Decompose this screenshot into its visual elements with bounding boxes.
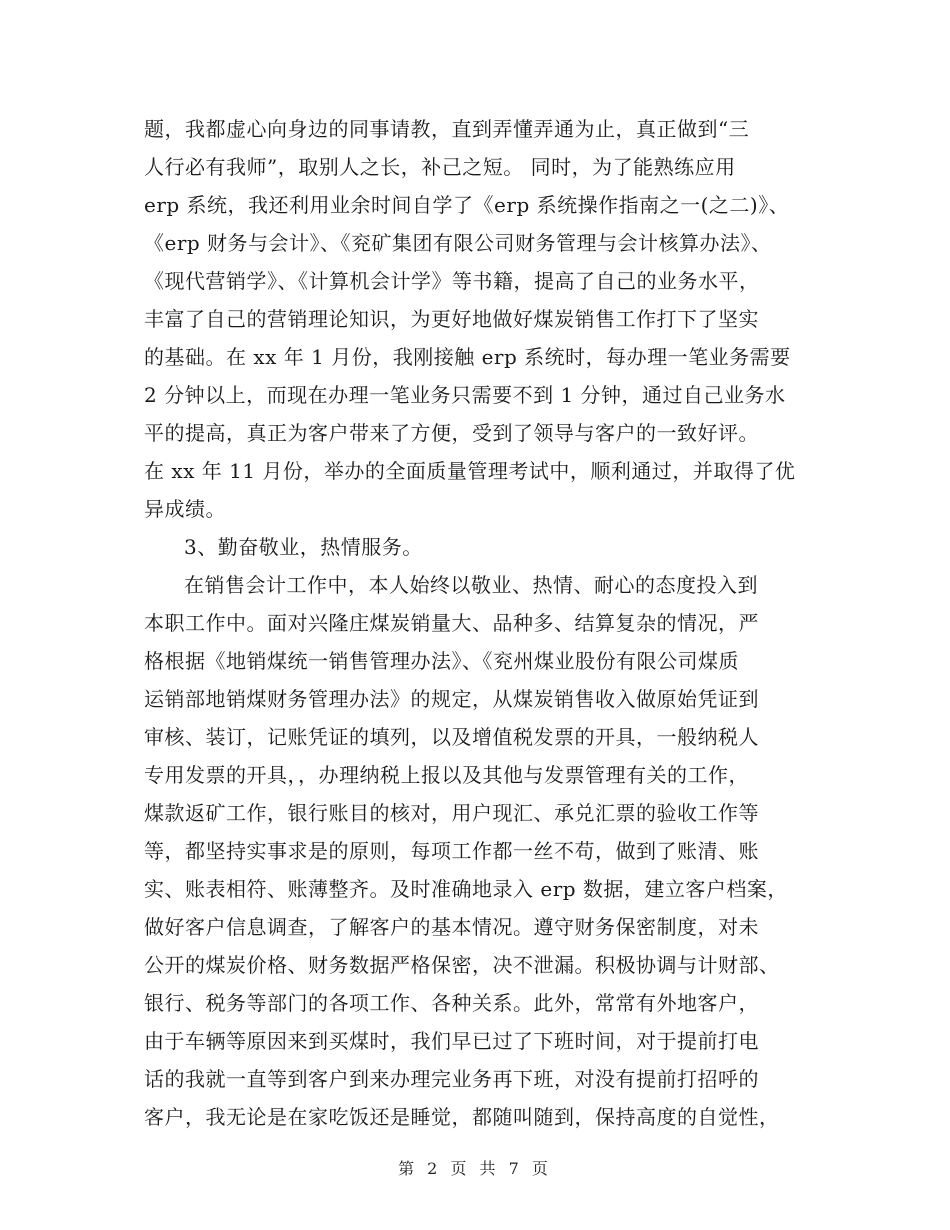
page-footer — [0, 1156, 950, 1179]
document-body — [144, 110, 824, 1136]
text-line: 题，我都虚心向身边的同事请教，直到弄懂弄通为止，真正做到“三 — [144, 117, 750, 141]
text-line: 《erp 财务与会计》、《兖矿集团有限公司财务管理与会计核算办法》、 — [144, 231, 772, 255]
text-line: 的基础。在 xx 年 1 月份，我刚接触 erp 系统时，每办理一笔业务需要 — [144, 345, 791, 369]
text-line: 平的提高，真正为客户带来了方便，受到了领导与客户的一致好评。 — [144, 421, 759, 445]
text-line: 本职工作中。面对兴隆庄煤炭销量大、品种多、结算复杂的情况，严 — [144, 611, 759, 635]
text-line: 审核、装订，记账凭证的填列，以及增值税发票的开具，一般纳税人 — [144, 725, 759, 749]
text-line: 煤款返矿工作，银行账目的核对，用户现汇、承兑汇票的验收工作等 — [144, 801, 759, 825]
text-line: 格根据《地销煤统一销售管理办法》、《兖州煤业股份有限公司煤质 — [144, 649, 739, 673]
text-line: erp 系统，我还利用业余时间自学了《erp 系统操作指南之一(之二)》、 — [144, 193, 790, 217]
section-heading — [144, 528, 824, 566]
text-line: 做好客户信息调查，了解客户的基本情况。遵守财务保密制度，对未 — [144, 915, 759, 939]
text-line: 实、账表相符、账薄整齐。及时准确地录入 erp 数据，建立客户档案， — [144, 877, 788, 901]
paragraph-study — [144, 110, 824, 528]
text-line: 在 xx 年 11 月份，举办的全面质量管理考试中，顺利通过，并取得了优 — [144, 459, 796, 483]
text-line: 运销部地销煤财务管理办法》的规定，从煤炭销售收入做原始凭证到 — [144, 687, 759, 711]
paragraph-service — [144, 566, 824, 1136]
text-line: 丰富了自己的营销理论知识，为更好地做好煤炭销售工作打下了坚实 — [144, 307, 759, 331]
text-line: 《现代营销学》、《计算机会计学》等书籍，提高了自己的业务水平， — [144, 269, 760, 293]
text-line: 专用发票的开具，，办理纳税上报以及其他与发票管理有关的工作， — [144, 763, 749, 787]
text-line: 银行、税务等部门的各项工作、各种关系。此外，常常有外地客户， — [144, 991, 759, 1015]
text-line: 异成绩。 — [144, 497, 226, 521]
text-line: 2 分钟以上，而现在办理一笔业务只需要不到 1 分钟，通过自己业务水 — [144, 383, 786, 407]
text-line: 由于车辆等原因来到买煤时，我们早已过了下班时间，对于提前打电 — [144, 1029, 759, 1053]
page-number-label: 第 2 页 共 7 页 — [398, 1159, 552, 1178]
section-heading-text: 3、勤奋敬业，热情服务。 — [184, 535, 423, 559]
text-line: 公开的煤炭价格、财务数据严格保密，决不泄漏。积极协调与计财部、 — [144, 953, 780, 977]
text-line: 人行必有我师”，取别人之长，补己之短。 同时，为了能熟练应用 — [144, 155, 736, 179]
text-line: 在销售会计工作中，本人始终以敬业、热情、耐心的态度投入到 — [184, 573, 758, 597]
text-line: 客户，我无论是在家吃饭还是睡觉，都随叫随到，保持高度的自觉性， — [144, 1105, 780, 1129]
text-line: 等，都坚持实事求是的原则，每项工作都一丝不苟，做到了账清、账 — [144, 839, 759, 863]
text-line: 话的我就一直等到客户到来办理完业务再下班，对没有提前打招呼的 — [144, 1067, 759, 1091]
